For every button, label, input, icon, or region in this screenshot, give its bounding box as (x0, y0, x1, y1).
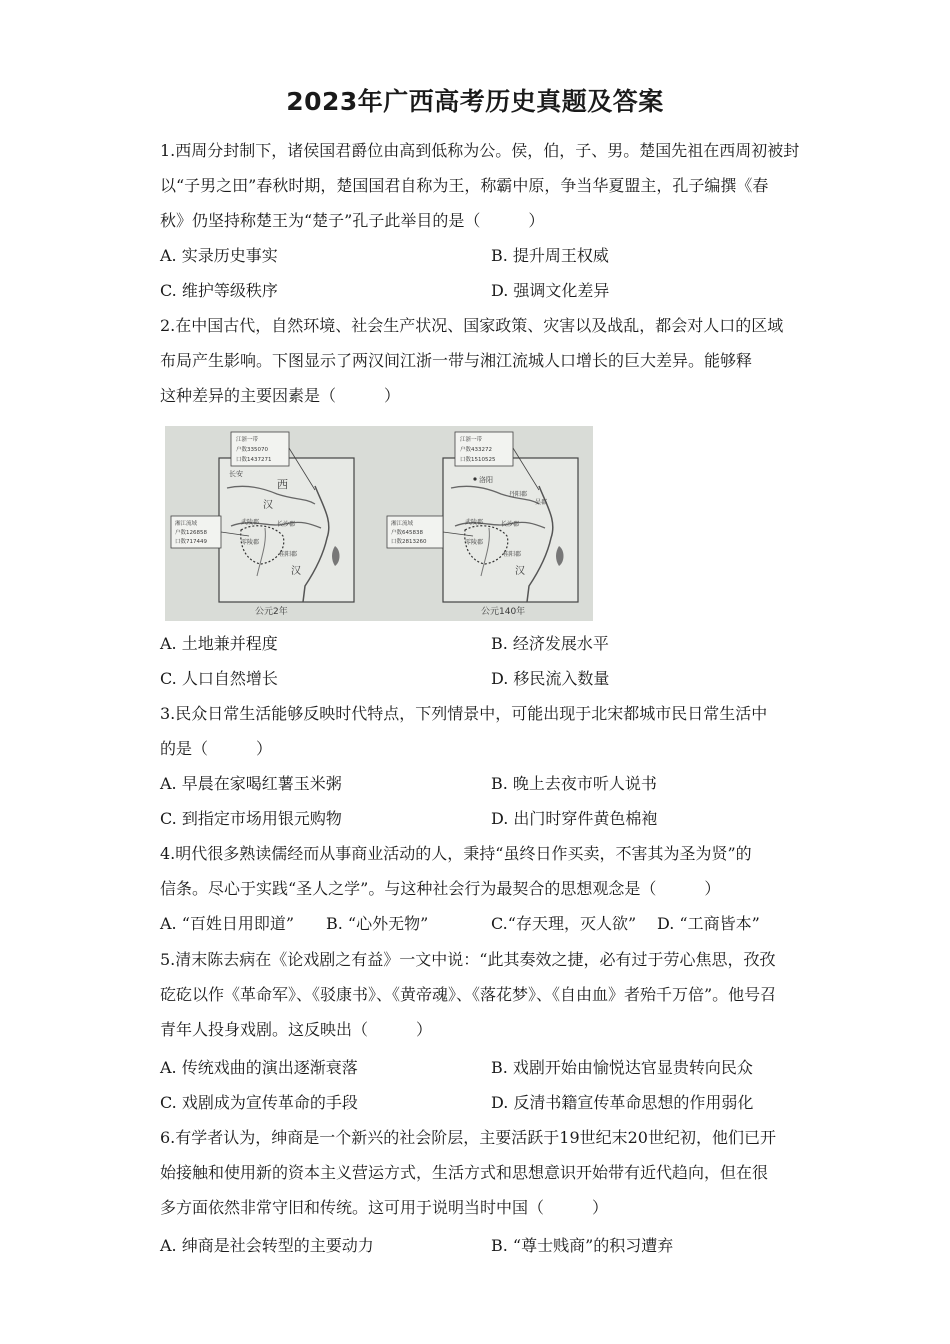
right-side-box-line-2: 户数645838 (391, 530, 423, 536)
q5-option-d[interactable]: D. 反清书籍宣传革命思想的作用弱化 (491, 1093, 754, 1112)
right-side-box-line-3: 口数2813260 (391, 539, 427, 545)
q5-stem-line-3: 青年人投身戏剧。这反映出（ ） (160, 1020, 433, 1039)
left-place-6: 桂阳郡 (279, 551, 298, 558)
q4-stem-line-2: 信条。尽心于实践“圣人之学”。与这种社会行为最契合的思想观念是（ ） (160, 879, 721, 898)
right-top-box-line-3: 口数1510525 (460, 457, 496, 463)
left-place-2: 汉 (263, 500, 273, 511)
right-place-3: 武陵郡 (465, 519, 484, 526)
right-place-0: 洛阳 (479, 476, 493, 484)
q1-stem-line-1: 1.西周分封制下，诸侯国君爵位由高到低称为公。侯，伯，子、男。楚国先祖在西周初被封 (160, 141, 800, 160)
left-place-7: 汉 (291, 566, 301, 577)
q2-option-c[interactable]: C. 人口自然增长 (160, 669, 278, 688)
left-place-5: 零陵郡 (241, 539, 260, 546)
map-left-ad2 (171, 432, 354, 617)
q1-stem-line-3: 秋》仍坚持称楚王为“楚子”孔子此举目的是（ ） (160, 211, 545, 230)
left-top-box-line-3: 口数1437271 (236, 457, 272, 463)
q3-option-a[interactable]: A. 早晨在家喝红薯玉米粥 (160, 774, 342, 793)
left-side-box-line-3: 口数717449 (175, 539, 207, 545)
q5-option-a[interactable]: A. 传统戏曲的演出逐渐衰落 (160, 1058, 358, 1077)
right-place-6: 桂阳郡 (503, 551, 522, 558)
q3-option-b[interactable]: B. 晚上去夜市听人说书 (491, 774, 657, 793)
q1-option-d[interactable]: D. 强调文化差异 (491, 281, 610, 300)
q3-option-d[interactable]: D. 出门时穿件黄色棉袍 (491, 809, 658, 828)
right-place-4: 长沙郡 (501, 521, 520, 528)
map-right-ad140 (387, 432, 578, 617)
right-side-box-line-1: 湘江流域 (391, 521, 414, 527)
q2-option-b[interactable]: B. 经济发展水平 (491, 634, 609, 653)
right-place-1: 丹阳郡 (509, 491, 528, 498)
left-side-box-line-1: 湘江流域 (175, 521, 198, 527)
left-map-caption: 公元2年 (255, 607, 288, 617)
q4-option-a[interactable]: A. “百姓日用即道” (160, 914, 295, 933)
left-place-4: 长沙郡 (277, 521, 296, 528)
q2-stem-line-1: 2.在中国古代，自然环境、社会生产状况、国家政策、灾害以及战乱，都会对人口的区域 (160, 316, 784, 335)
q4-stem-line-1: 4.明代很多熟读儒经而从事商业活动的人，秉持“虽终日作买卖，不害其为圣为贤”的 (160, 844, 752, 863)
right-place-2: 吴郡 (535, 499, 548, 506)
right-place-5: 零陵郡 (465, 539, 484, 546)
q5-option-b[interactable]: B. 戏剧开始由愉悦达官显贵转向民众 (491, 1058, 753, 1077)
q2-option-d[interactable]: D. 移民流入数量 (491, 669, 610, 688)
q3-stem-line-2: 的是（ ） (160, 739, 273, 758)
left-place-3: 武陵郡 (241, 519, 260, 526)
left-side-box-line-2: 户数126858 (175, 530, 207, 536)
left-top-box-line-1: 江浙一带 (236, 437, 259, 443)
q6-stem-line-2: 始接触和使用新的资本主义营运方式，生活方式和思想意识开始带有近代趋向，但在很 (160, 1163, 769, 1182)
right-map-caption: 公元140年 (481, 607, 526, 617)
page-title: 2023年广西高考历史真题及答案 (286, 87, 664, 116)
q4-option-c[interactable]: C.“存天理，灭人欲” (491, 914, 637, 933)
left-top-box-line-2: 户数335070 (236, 447, 268, 453)
q1-option-a[interactable]: A. 实录历史事实 (160, 246, 278, 265)
han-population-map-figure (165, 426, 593, 621)
q4-option-b[interactable]: B. “心外无物” (326, 914, 429, 933)
q2-stem-line-3: 这种差异的主要因素是（ ） (160, 386, 401, 405)
q1-option-b[interactable]: B. 提升周王权威 (491, 246, 609, 265)
right-top-box-line-1: 江浙一带 (460, 437, 483, 443)
q6-option-a[interactable]: A. 绅商是社会转型的主要动力 (160, 1236, 374, 1255)
q3-option-c[interactable]: C. 到指定市场用银元购物 (160, 809, 342, 828)
left-place-1: 西 (277, 478, 288, 491)
q1-option-c[interactable]: C. 维护等级秩序 (160, 281, 278, 300)
q4-option-d[interactable]: D. “工商皆本” (657, 914, 760, 933)
q1-stem-line-2: 以“子男之田”春秋时期，楚国国君自称为王，称霸中原，争当华夏盟主，孔子编撰《春 (160, 176, 769, 195)
q3-stem-line-1: 3.民众日常生活能够反映时代特点，下列情景中，可能出现于北宋都城市民日常生活中 (160, 704, 768, 723)
q6-stem-line-3: 多方面依然非常守旧和传统。这可用于说明当时中国（ ） (160, 1198, 609, 1217)
right-top-box-line-2: 户数433272 (460, 447, 492, 453)
han-population-maps (165, 426, 593, 621)
q6-option-b[interactable]: B. “尊士贱商”的积习遭弃 (491, 1236, 674, 1255)
right-place-7: 汉 (515, 566, 525, 577)
q5-option-c[interactable]: C. 戏剧成为宣传革命的手段 (160, 1093, 358, 1112)
q2-stem-line-2: 布局产生影响。下图显示了两汉间江浙一带与湘江流城人口增长的巨大差异。能够释 (160, 351, 753, 370)
q5-stem-line-2: 矻矻以作《革命军》、《驳康书》、《黄帝魂》、《落花梦》、《自由血》者殆千万倍”。他号召 (160, 985, 777, 1004)
left-place-0: 长安 (229, 470, 243, 478)
q5-stem-line-1: 5.清末陈去病在《论戏剧之有益》一文中说：“此其奏效之捷，必有过于劳心焦思，孜孜 (160, 950, 776, 969)
q6-stem-line-1: 6.有学者认为，绅商是一个新兴的社会阶层，主要活跃于19世纪末20世纪初，他们已开 (160, 1128, 776, 1147)
q2-option-a[interactable]: A. 土地兼并程度 (160, 634, 278, 653)
